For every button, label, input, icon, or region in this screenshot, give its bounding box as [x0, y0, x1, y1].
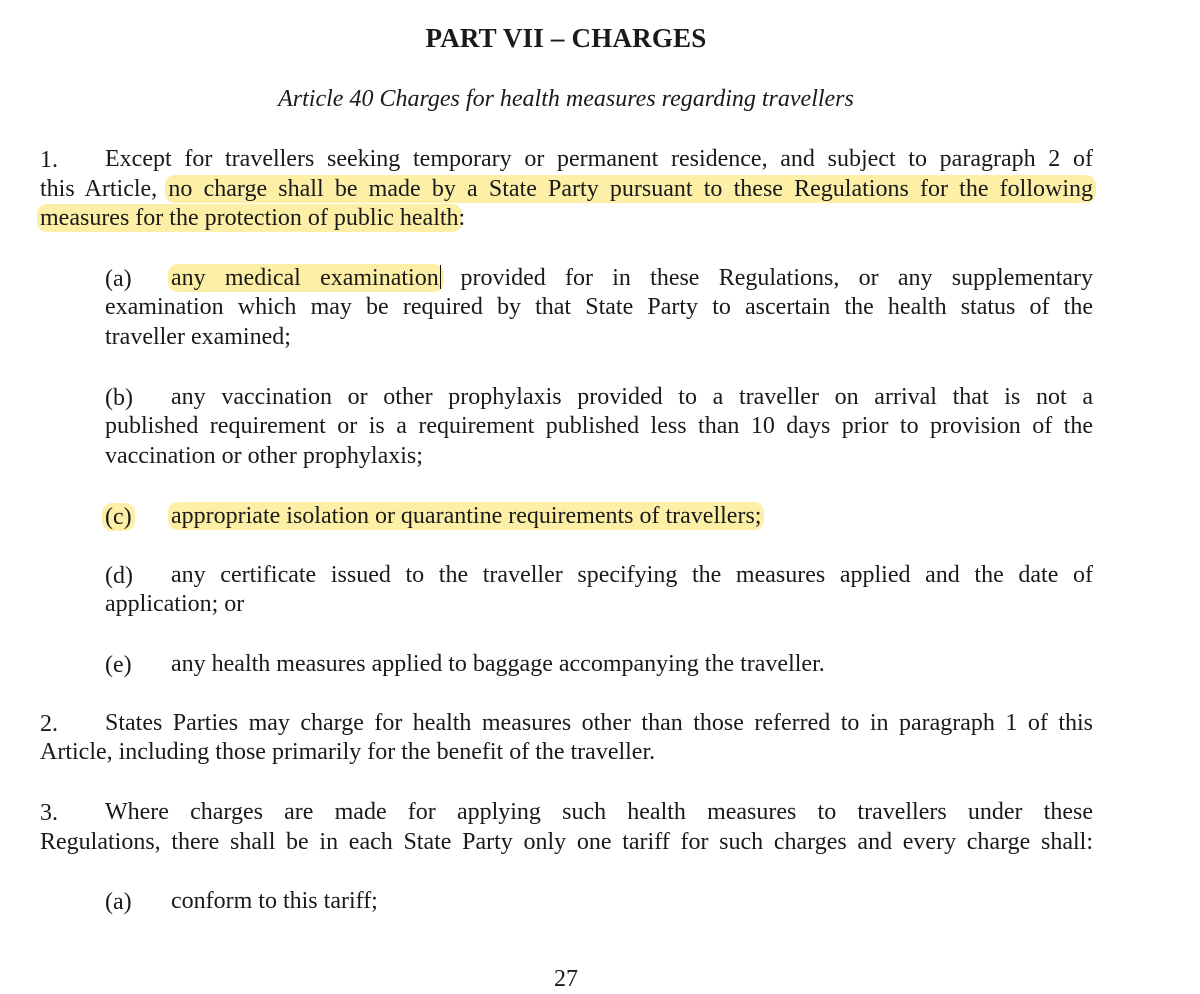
paragraph-3-line-1-text: Where charges are made for applying such health measures to travellers under these: [105, 799, 1093, 825]
item-a-label: (a): [105, 266, 132, 292]
p3-item-a-label: (a): [105, 889, 132, 915]
paragraph-2-line-2: [40, 738, 1093, 768]
item-b-line-2-text: published requirement or is a requirement published less than 10 days prior to provision of the: [105, 413, 1093, 439]
item-e-line-1: [171, 650, 1093, 680]
paragraph-1-number: 1.: [40, 147, 58, 173]
item-a-line-2-text: examination which may be required by that State Party to ascertain the health status of the: [105, 294, 1093, 320]
item-e-line-1-text: any health measures applied to baggage accompanying the traveller.: [171, 651, 825, 677]
item-b-line-1: [171, 383, 1093, 413]
page-number: 27: [554, 966, 578, 992]
item-a-line-1-rest: provided for in these Regulations, or any supplementary: [460, 265, 1094, 291]
paragraph-1-line-1: [105, 145, 1093, 175]
item-b-line-2: [105, 412, 1093, 442]
paragraph-1-line-3-text: [40, 204, 1093, 234]
item-a-line-2: [105, 293, 1093, 323]
paragraph-3-number: 3.: [40, 800, 58, 826]
p3-item-a-line-1: [171, 887, 1093, 917]
item-a-line-1-text: [171, 264, 1093, 294]
paragraph-2-number: 2.: [40, 711, 58, 737]
highlight-isolation-quarantine[interactable]: appropriate isolation or quarantine requirements of travellers;: [168, 502, 764, 530]
item-a-line-1: [171, 264, 1093, 294]
text-cursor: [440, 265, 442, 289]
paragraph-1-line-3-colon: :: [458, 205, 466, 231]
paragraph-1-line-3: [40, 204, 1093, 234]
paragraph-3-line-2: [40, 828, 1093, 858]
item-b-line-1-text: any vaccination or other prophylaxis provided to a traveller on arrival that is not a: [171, 384, 1093, 410]
paragraph-3-line-1: [105, 798, 1093, 828]
highlight-item-c-label[interactable]: (c): [102, 503, 135, 531]
item-d-line-2: [105, 590, 1093, 620]
article-title: Article 40 Charges for health measures regarding travellers: [278, 86, 854, 112]
item-a-line-3: [105, 323, 1093, 353]
p3-item-a-line-1-text: conform to this tariff;: [171, 888, 378, 914]
paragraph-1-line-2: [40, 175, 1093, 205]
item-d-line-1-text: any certificate issued to the traveller specifying the measures applied and the date of: [171, 562, 1093, 588]
paragraph-1-line-1-text: [105, 145, 1093, 175]
item-d-line-1: [171, 561, 1093, 591]
paragraph-3-line-2-text: Regulations, there shall be in each State Party only one tariff for such charges and every charge shall:: [40, 829, 1093, 855]
item-a-line-3-text: traveller examined;: [105, 324, 291, 350]
paragraph-1-line-2-plain: this Article,: [40, 176, 158, 202]
paragraph-1-line-1-content: Except for travellers seeking temporary or permanent residence, and subject to paragraph 2 of: [105, 146, 1093, 172]
highlight-medical-examination[interactable]: [168, 264, 444, 292]
item-c-label: [105, 502, 132, 532]
paragraph-2-line-2-text: Article, including those primarily for the benefit of the traveller.: [40, 739, 656, 765]
item-b-line-3: [105, 442, 1093, 472]
paragraph-2-line-1: [105, 709, 1093, 739]
item-c-line-1-text: [171, 502, 1093, 532]
item-e-label: (e): [105, 652, 132, 678]
highlight-measures-protection[interactable]: measures for the protection of public health: [37, 204, 462, 232]
item-b-line-3-text: vaccination or other prophylaxis;: [105, 443, 423, 469]
part-title: PART VII – CHARGES: [425, 23, 707, 53]
item-b-label: (b): [105, 385, 133, 411]
item-c-line-1: [171, 502, 1093, 532]
item-d-line-2-text: application; or: [105, 591, 245, 617]
item-d-label: (d): [105, 563, 133, 589]
highlight-no-charge[interactable]: no charge shall be made by a State Party pursuant to these Regulations for the following: [165, 175, 1096, 203]
paragraph-1-line-2-text: [40, 175, 1093, 205]
item-a-highlight-text: any medical examination: [171, 265, 439, 291]
paragraph-2-line-1-text: States Parties may charge for health measures other than those referred to in paragraph 1 of this: [105, 710, 1093, 736]
